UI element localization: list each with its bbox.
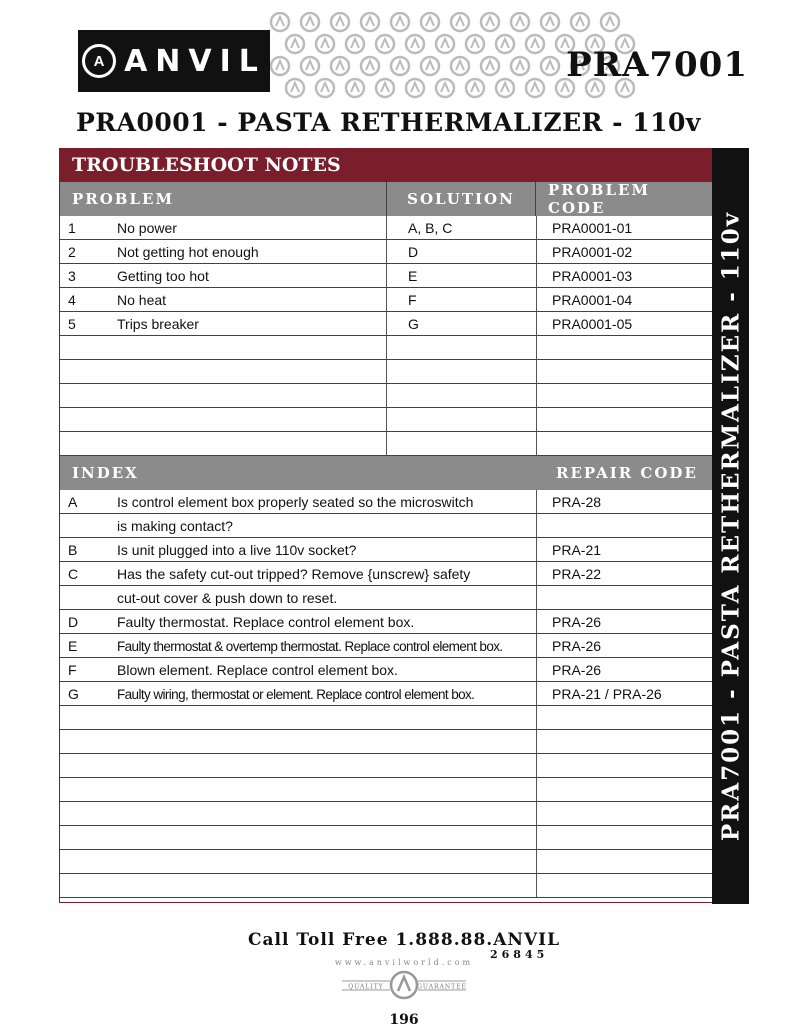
troubleshoot-rows bbox=[60, 216, 712, 456]
troubleshoot-row bbox=[60, 240, 712, 264]
index-letter: C bbox=[68, 566, 79, 582]
column-divider bbox=[536, 312, 537, 335]
column-divider bbox=[536, 490, 537, 513]
problem-text: No heat bbox=[117, 292, 167, 308]
pattern-logo-icon bbox=[376, 35, 394, 53]
solution-column-header: SOLUTION bbox=[386, 182, 536, 216]
index-text: Has the safety cut-out tripped? Remove {unscrew} safety bbox=[117, 566, 471, 582]
index-row bbox=[60, 490, 712, 514]
problem-code: PRA0001-03 bbox=[552, 268, 633, 284]
pattern-logo-icon bbox=[391, 57, 409, 75]
index-row bbox=[60, 778, 712, 802]
troubleshoot-row bbox=[60, 384, 712, 408]
troubleshoot-row bbox=[60, 408, 712, 432]
pattern-logo-icon bbox=[271, 57, 289, 75]
column-divider bbox=[536, 634, 537, 657]
column-divider bbox=[536, 778, 537, 801]
pattern-logo-icon bbox=[526, 79, 544, 97]
pattern-logo-icon bbox=[421, 13, 439, 31]
pattern-logo-icon bbox=[451, 57, 469, 75]
pattern-logo-icon bbox=[541, 57, 559, 75]
toll-free-digits: 26845 bbox=[490, 948, 549, 961]
website: www.anvilworld.com bbox=[334, 958, 474, 967]
index-row bbox=[60, 658, 712, 682]
column-divider bbox=[536, 562, 537, 585]
index-text: Faulty wiring, thermostat or element. Replace control element box. bbox=[117, 687, 475, 702]
column-divider bbox=[536, 514, 537, 537]
row-number: 3 bbox=[68, 268, 76, 284]
index-row bbox=[60, 514, 712, 538]
pattern-logo-icon bbox=[286, 79, 304, 97]
logo-text: ANVIL bbox=[124, 43, 266, 79]
column-divider bbox=[536, 288, 537, 311]
index-letter: D bbox=[68, 614, 79, 630]
column-divider bbox=[536, 730, 537, 753]
problem-text: Trips breaker bbox=[117, 316, 199, 332]
index-row bbox=[60, 802, 712, 826]
problem-code: PRA0001-01 bbox=[552, 220, 633, 236]
repair-code: PRA-28 bbox=[552, 494, 602, 510]
repair-code: PRA-22 bbox=[552, 566, 602, 582]
column-divider bbox=[386, 216, 387, 239]
repair-code: PRA-26 bbox=[552, 614, 602, 630]
index-column-header: INDEX bbox=[72, 464, 139, 482]
column-divider bbox=[536, 706, 537, 729]
solution-text: A, B, C bbox=[408, 220, 453, 236]
index-header-row bbox=[60, 456, 712, 490]
problem-code: PRA0001-04 bbox=[552, 292, 633, 308]
solution-text: D bbox=[408, 244, 419, 260]
problem-text: Not getting hot enough bbox=[117, 244, 259, 260]
index-rows bbox=[60, 490, 712, 898]
column-divider bbox=[386, 408, 387, 431]
pattern-logo-icon bbox=[436, 79, 454, 97]
badge-left-text: QUALITY bbox=[348, 983, 384, 991]
problem-code: PRA0001-02 bbox=[552, 244, 633, 260]
problem-text: Getting too hot bbox=[117, 268, 209, 284]
pattern-logo-icon bbox=[526, 35, 544, 53]
pattern-logo-icon bbox=[331, 13, 349, 31]
index-row bbox=[60, 706, 712, 730]
toll-free-number: Call Toll Free 1.888.88.ANVIL bbox=[247, 930, 561, 950]
index-letter: F bbox=[68, 662, 77, 678]
column-divider bbox=[536, 610, 537, 633]
pattern-logo-icon bbox=[346, 79, 364, 97]
column-divider bbox=[386, 264, 387, 287]
problem-text: No power bbox=[117, 220, 177, 236]
page-number: 196 bbox=[389, 1012, 419, 1028]
column-divider bbox=[386, 312, 387, 335]
pattern-logo-icon bbox=[511, 13, 529, 31]
index-row bbox=[60, 634, 712, 658]
pattern-logo-icon bbox=[421, 57, 439, 75]
pattern-logo-icon bbox=[571, 13, 589, 31]
repair-code: PRA-21 bbox=[552, 542, 602, 558]
row-number: 2 bbox=[68, 244, 76, 260]
troubleshoot-row bbox=[60, 312, 712, 336]
index-letter: G bbox=[68, 686, 79, 702]
column-divider bbox=[536, 586, 537, 609]
anvil-logo bbox=[78, 30, 270, 92]
column-divider bbox=[386, 432, 387, 455]
pattern-logo-icon bbox=[451, 13, 469, 31]
problem-code-column-header: PROBLEM CODE bbox=[548, 181, 651, 217]
pattern-logo-icon bbox=[376, 79, 394, 97]
pattern-logo-icon bbox=[466, 79, 484, 97]
column-divider bbox=[386, 384, 387, 407]
column-divider bbox=[386, 360, 387, 383]
column-divider bbox=[536, 850, 537, 873]
row-number: 4 bbox=[68, 292, 76, 308]
index-text: cut-out cover & push down to reset. bbox=[117, 590, 338, 606]
repair-code: PRA-26 bbox=[552, 638, 602, 654]
repair-code-column-header: REPAIR CODE bbox=[556, 464, 698, 482]
anvil-logo-icon: A bbox=[82, 44, 116, 78]
troubleshoot-row bbox=[60, 288, 712, 312]
row-number: 5 bbox=[68, 316, 76, 332]
badge-right-text: GUARANTEE bbox=[417, 983, 467, 991]
index-text: Faulty thermostat & overtemp thermostat. Replace control element box. bbox=[117, 639, 503, 654]
pattern-logo-icon bbox=[436, 35, 454, 53]
column-divider bbox=[536, 408, 537, 431]
model-code: PRA7001 bbox=[566, 45, 748, 85]
index-text: Is control element box properly seated so the microswitch bbox=[117, 494, 474, 510]
problem-code: PRA0001-05 bbox=[552, 316, 633, 332]
column-divider bbox=[536, 658, 537, 681]
index-text: is making contact? bbox=[117, 518, 233, 534]
index-row bbox=[60, 730, 712, 754]
index-row bbox=[60, 826, 712, 850]
column-divider bbox=[536, 216, 537, 239]
index-text: Faulty thermostat. Replace control element box. bbox=[117, 614, 415, 630]
column-divider bbox=[536, 360, 537, 383]
pattern-logo-icon bbox=[301, 13, 319, 31]
column-divider bbox=[536, 240, 537, 263]
column-divider bbox=[386, 240, 387, 263]
pattern-logo-icon bbox=[406, 35, 424, 53]
pattern-logo-icon bbox=[361, 57, 379, 75]
index-row bbox=[60, 538, 712, 562]
column-divider bbox=[536, 754, 537, 777]
column-divider bbox=[386, 336, 387, 359]
pattern-logo-icon bbox=[301, 57, 319, 75]
pattern-logo-icon bbox=[346, 35, 364, 53]
pattern-logo-icon bbox=[406, 79, 424, 97]
troubleshoot-row bbox=[60, 216, 712, 240]
column-divider bbox=[536, 264, 537, 287]
page-title: PRA0001 - PASTA RETHERMALIZER - 110v bbox=[76, 108, 701, 137]
pattern-logo-icon bbox=[286, 35, 304, 53]
pattern-logo-icon bbox=[466, 35, 484, 53]
troubleshoot-header-row bbox=[60, 182, 712, 216]
pattern-logo-icon bbox=[271, 13, 289, 31]
pattern-logo-icon bbox=[391, 13, 409, 31]
pattern-logo-icon bbox=[541, 13, 559, 31]
pattern-logo-icon bbox=[496, 35, 514, 53]
repair-code: PRA-21 / PRA-26 bbox=[552, 686, 662, 702]
pattern-logo-icon bbox=[601, 13, 619, 31]
row-number: 1 bbox=[68, 220, 76, 236]
troubleshoot-row bbox=[60, 360, 712, 384]
pattern-logo-icon bbox=[481, 57, 499, 75]
pattern-logo-icon bbox=[481, 13, 499, 31]
troubleshoot-sheet bbox=[59, 148, 712, 903]
pattern-logo-icon bbox=[496, 79, 514, 97]
pattern-logo-icon bbox=[511, 57, 529, 75]
column-divider bbox=[536, 384, 537, 407]
column-divider bbox=[536, 336, 537, 359]
column-divider bbox=[536, 538, 537, 561]
pattern-logo-icon bbox=[331, 57, 349, 75]
solution-text: G bbox=[408, 316, 419, 332]
index-letter: A bbox=[68, 494, 78, 510]
solution-text: F bbox=[408, 292, 417, 308]
column-divider bbox=[536, 682, 537, 705]
repair-code: PRA-26 bbox=[552, 662, 602, 678]
column-divider bbox=[386, 288, 387, 311]
column-divider bbox=[536, 432, 537, 455]
index-row bbox=[60, 562, 712, 586]
solution-text: E bbox=[408, 268, 418, 284]
side-bar bbox=[712, 148, 749, 904]
troubleshoot-row bbox=[60, 432, 712, 456]
index-text: Blown element. Replace control element box. bbox=[117, 662, 398, 678]
problem-column-header: PROBLEM bbox=[72, 190, 175, 208]
column-divider bbox=[536, 802, 537, 825]
index-letter: B bbox=[68, 542, 78, 558]
index-letter: E bbox=[68, 638, 78, 654]
index-row bbox=[60, 682, 712, 706]
troubleshoot-row bbox=[60, 264, 712, 288]
index-row bbox=[60, 754, 712, 778]
index-row bbox=[60, 610, 712, 634]
index-row bbox=[60, 586, 712, 610]
index-row bbox=[60, 850, 712, 874]
index-row bbox=[60, 874, 712, 898]
side-label: PRA7001 - PASTA RETHERMALIZER - 110v bbox=[717, 210, 744, 842]
troubleshoot-row bbox=[60, 336, 712, 360]
pattern-logo-icon bbox=[316, 79, 334, 97]
quality-guarantee-badge bbox=[340, 968, 468, 1002]
pattern-logo-icon bbox=[361, 13, 379, 31]
column-divider bbox=[536, 874, 537, 897]
pattern-logo-icon bbox=[316, 35, 334, 53]
section-banner: TROUBLESHOOT NOTES bbox=[60, 148, 712, 182]
index-text: Is unit plugged into a live 110v socket? bbox=[117, 542, 357, 558]
column-divider bbox=[536, 826, 537, 849]
